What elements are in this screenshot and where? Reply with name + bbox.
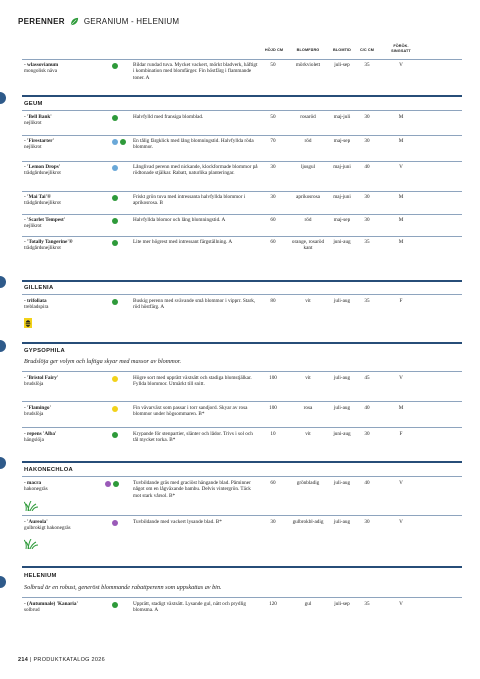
category-subtitle: GERANIUM - HELENIUM: [83, 16, 180, 26]
section-rule: [22, 95, 462, 97]
green-dot-icon: [112, 432, 118, 438]
height: 30: [270, 519, 276, 525]
zone: M: [398, 217, 404, 223]
plant-name: - 'Aureola': [24, 519, 48, 525]
blue-dot-icon: [112, 139, 118, 145]
divider: [22, 110, 462, 111]
height: 30: [270, 194, 276, 200]
plant-common: mongolisk näva: [24, 68, 57, 75]
flower-color: vit: [305, 298, 311, 304]
table-row: [0, 138, 480, 158]
plant-common: nejlikrot: [24, 144, 42, 151]
flower-color: grönbladig: [296, 480, 320, 486]
plant-desc: Tuvbildande med vackert lysande blad. B*: [133, 519, 222, 525]
bloom-time: juli-aug: [333, 405, 351, 411]
leaf-icon: [70, 17, 79, 26]
table-row: [0, 405, 480, 427]
yellow-dot-icon: [112, 376, 118, 382]
plant-desc: Halvfylld med fransiga blomblad.: [133, 114, 204, 120]
section-title: HAKONECHLOA: [24, 467, 74, 473]
flower-color: ljusgul: [300, 164, 316, 170]
purple-dot-icon: [105, 481, 111, 487]
zone: V: [399, 480, 403, 486]
table-row: [0, 298, 480, 330]
plant-desc: Fin vävarväxt som passar i torr sandjord. Skyar av rosa blommor under högsommaren. B*: [133, 405, 248, 418]
plant-desc: Lite mer högrest med intressant färgställning. A: [133, 239, 233, 245]
divider: [22, 236, 462, 237]
green-dot-icon: [112, 602, 118, 608]
flower-color: röd: [304, 138, 312, 144]
height: 60: [270, 480, 276, 486]
bloom-time: juli-aug: [333, 519, 351, 525]
col-zone: FÖRÖK. SINGSATT: [391, 44, 411, 53]
section-title: HELENIUM: [24, 573, 57, 579]
column-headers: [0, 44, 480, 60]
bloom-time: juli-sep: [334, 62, 350, 68]
zone: M: [398, 405, 404, 411]
section-desc: Brudslöja ger volym och luftiga skyar med massor av blommor.: [24, 358, 182, 365]
divider: [22, 401, 462, 402]
flower-color: vit: [305, 375, 311, 381]
plant-name: - 'Totally Tangerine'®: [24, 239, 73, 245]
catalog-label: PRODUKTKATALOG 2026: [33, 657, 105, 663]
dots: [112, 63, 118, 69]
flower-color: rosaröd: [300, 114, 316, 120]
height: 10: [270, 431, 276, 437]
table-row: [0, 217, 480, 235]
category-title: PERENNER: [18, 16, 65, 26]
section-desc: Solbrud är en robust, generöst blommande rabattperenn som uppskattas av bin.: [24, 584, 222, 591]
plant-name: - 'Bristol Fairy': [24, 375, 59, 381]
green-dot-icon: [112, 63, 118, 69]
divider: [22, 371, 462, 372]
divider: [22, 161, 462, 162]
section-title: GYPSOPHILA: [24, 348, 66, 354]
plant-common: hängslöja: [24, 437, 44, 444]
plant-desc: Krypande för stenpartier, slänter och lådor. Trivs i sol och tål mycket torka. B*: [133, 431, 253, 444]
spacing: 30: [364, 431, 370, 437]
section-tab: [0, 92, 6, 104]
plant-common: trebladspira: [24, 304, 49, 311]
divider: [22, 135, 462, 136]
plant-desc: Friskt grön tuva med intressanta halvfyllda blommor i aprikosrosa. B: [133, 194, 246, 207]
bloom-time: maj-sep: [333, 217, 351, 223]
green-dot-icon: [112, 240, 118, 246]
col-time: BLOMTID: [333, 48, 351, 52]
flower-color: aprikosrosa: [296, 194, 320, 200]
spacing: 35: [364, 239, 370, 245]
table-row: [0, 239, 480, 263]
flower-color: mörkviolett: [295, 62, 321, 68]
page-header: [18, 14, 179, 28]
height: 60: [270, 217, 276, 223]
plant-common: trädgårdsnejlikrot: [24, 170, 61, 177]
plant-name: - trifoliata: [24, 298, 47, 304]
divider: [22, 191, 462, 192]
height: 100: [269, 405, 277, 411]
plant-name: - 'Scarlet Tempest': [24, 217, 66, 223]
table-row: [0, 62, 480, 86]
plant-name: - wlassovianum: [24, 62, 59, 68]
divider: [22, 214, 462, 215]
height: 60: [270, 239, 276, 245]
height: 120: [269, 601, 277, 607]
plant-common: brudslöja: [24, 411, 44, 418]
flower-color: gulbrokbl-adig: [292, 519, 324, 525]
bloom-time: maj-juni: [333, 194, 351, 200]
table-row: [0, 194, 480, 214]
section-tab: [0, 576, 6, 588]
divider: [22, 476, 462, 477]
spacing: 30: [364, 519, 370, 525]
section-title: GEUM: [24, 101, 43, 107]
section-rule: [22, 280, 462, 282]
flower-color: vit: [305, 431, 311, 437]
plant-name: - 'Firestarter': [24, 138, 55, 144]
section-tab: [0, 276, 6, 288]
height: 30: [270, 164, 276, 170]
zone: V: [399, 519, 403, 525]
section-tab: [0, 457, 6, 469]
table-row: [0, 431, 480, 453]
zone: V: [399, 375, 403, 381]
zone: M: [398, 239, 404, 245]
bee-icon: [24, 318, 32, 328]
plant-desc: En tålig färgklick med lång blomningstid. Halvfyllda röda blommor.: [133, 138, 254, 151]
section-rule: [22, 342, 462, 344]
spacing: 40: [364, 405, 370, 411]
green-dot-icon: [112, 299, 118, 305]
bloom-time: maj-juni: [333, 164, 351, 170]
plant-common: nejlikrot: [24, 223, 42, 230]
section-rule: [22, 461, 462, 463]
table-row: [0, 114, 480, 132]
table-row: [0, 164, 480, 190]
flower-color: röd: [304, 217, 312, 223]
plant-common: trädgårdsnejlikrot: [24, 200, 61, 207]
plant-name: - 'Mai Tai'®: [24, 194, 51, 200]
green-dot-icon: [112, 115, 118, 121]
zone: F: [399, 298, 403, 304]
plant-common: trädgårdsnejlikrot: [24, 245, 61, 252]
zone: F: [399, 431, 403, 437]
bloom-time: juni-aug: [333, 239, 351, 245]
zone: V: [399, 601, 403, 607]
table-row: [0, 375, 480, 401]
zone: M: [398, 194, 404, 200]
spacing: 35: [364, 298, 370, 304]
plant-desc: Buskig perenn med svävande små blommor i vipprr. Stark, röd höstfärg. A: [133, 298, 256, 311]
divider: [22, 427, 462, 428]
flower-color: rosa: [303, 405, 313, 411]
spacing: 30: [364, 114, 370, 120]
purple-dot-icon: [112, 520, 118, 526]
flower-color: gul: [304, 601, 312, 607]
plant-desc: Högre sort med upprätt växtsätt och stadiga blomstjälkar. Fyllda blommor. Utmärkt till snitt.: [133, 375, 252, 388]
bloom-time: juli-aug: [333, 375, 351, 381]
spacing: 40: [364, 480, 370, 486]
plant-common: brudslöja: [24, 381, 44, 388]
grass-icon: [24, 501, 38, 511]
section-title: GILLENIA: [24, 285, 54, 291]
zone: V: [399, 62, 403, 68]
height: 70: [270, 138, 276, 144]
spacing: 35: [364, 62, 370, 68]
plant-name: - 'Flamingo': [24, 405, 51, 411]
col-height: HÖJD CM: [264, 48, 284, 52]
height: 80: [270, 298, 276, 304]
spacing: 40: [364, 164, 370, 170]
plant-desc: Bildar rundad tuva. Mycket vackert, mörkt bladverk, häftigt i kombination med blomfärger. Fin höstfärg i flammande toner. A: [133, 62, 258, 81]
spacing: 30: [364, 194, 370, 200]
flower-color: orange, rosaröd kant: [291, 239, 325, 252]
yellow-dot-icon: [112, 406, 118, 412]
bloom-time: juli-aug: [333, 298, 351, 304]
plant-desc: Upprätt, stadigt växtsätt. Lysande gul, nätt och prydlig blomsma. A: [133, 601, 246, 614]
height: 50: [270, 62, 276, 68]
plant-name: - 'Lemon Drops': [24, 164, 61, 170]
table-row: [0, 519, 480, 549]
table-row: [0, 601, 480, 623]
plant-name: - (Autumnale) 'Kanaria': [24, 601, 78, 607]
divider: [22, 294, 462, 295]
plant-desc: Halvfyllda blomor och lång blomningstid. A: [133, 217, 226, 223]
bloom-time: maj-juli: [333, 114, 351, 120]
zone: M: [398, 114, 404, 120]
col-spacing: C/C CM: [359, 48, 375, 52]
bloom-time: juli-sep: [334, 601, 350, 607]
bloom-time: juni-aug: [333, 431, 351, 437]
section-tab: [0, 340, 6, 352]
spacing: 30: [364, 138, 370, 144]
divider: [22, 515, 462, 516]
plant-desc: Tuvbildande gräs med graciöst hängande blad. Påminner något om en lågväxande bambu. Delvis vintergrön. Täck mot stark vårsol. B*: [133, 480, 251, 499]
green-dot-icon: [112, 195, 118, 201]
blue-dot-icon: [112, 165, 118, 171]
divider: [22, 59, 462, 60]
bloom-time: maj-sep: [333, 138, 351, 144]
green-dot-icon: [112, 218, 118, 224]
height: 50: [270, 114, 276, 120]
section-rule: [22, 566, 462, 568]
plant-desc: Långlivad perenn med nickande, klockformade blommor på rödtonade stjälkar. Rabatt, naturlika planteringar.: [133, 164, 258, 177]
green-dot-icon: [113, 481, 119, 487]
divider: [22, 597, 462, 598]
plant-name: - 'Bell Bank': [24, 114, 52, 120]
spacing: 35: [364, 601, 370, 607]
zone: M: [398, 138, 404, 144]
green-dot-icon: [120, 139, 126, 145]
page-number: 214: [18, 657, 29, 663]
plant-common: hakonegräs: [24, 486, 48, 493]
plant-common: gulbrokigt hakonegräs: [24, 525, 71, 532]
height: 100: [269, 375, 277, 381]
spacing: 30: [364, 217, 370, 223]
plant-name: - repens 'Alba': [24, 431, 57, 437]
grass-icon: [24, 539, 38, 549]
col-color: BLOMFÄRG: [296, 48, 320, 52]
plant-common: solbrud: [24, 607, 40, 614]
spacing: 45: [364, 375, 370, 381]
plant-name: - macra: [24, 480, 42, 486]
zone: V: [399, 164, 403, 170]
plant-common: nejlikrot: [24, 120, 42, 127]
bloom-time: juli-aug: [333, 480, 351, 486]
page-footer: 214 | PRODUKTKATALOG 2026: [18, 657, 105, 663]
table-row: [0, 480, 480, 514]
